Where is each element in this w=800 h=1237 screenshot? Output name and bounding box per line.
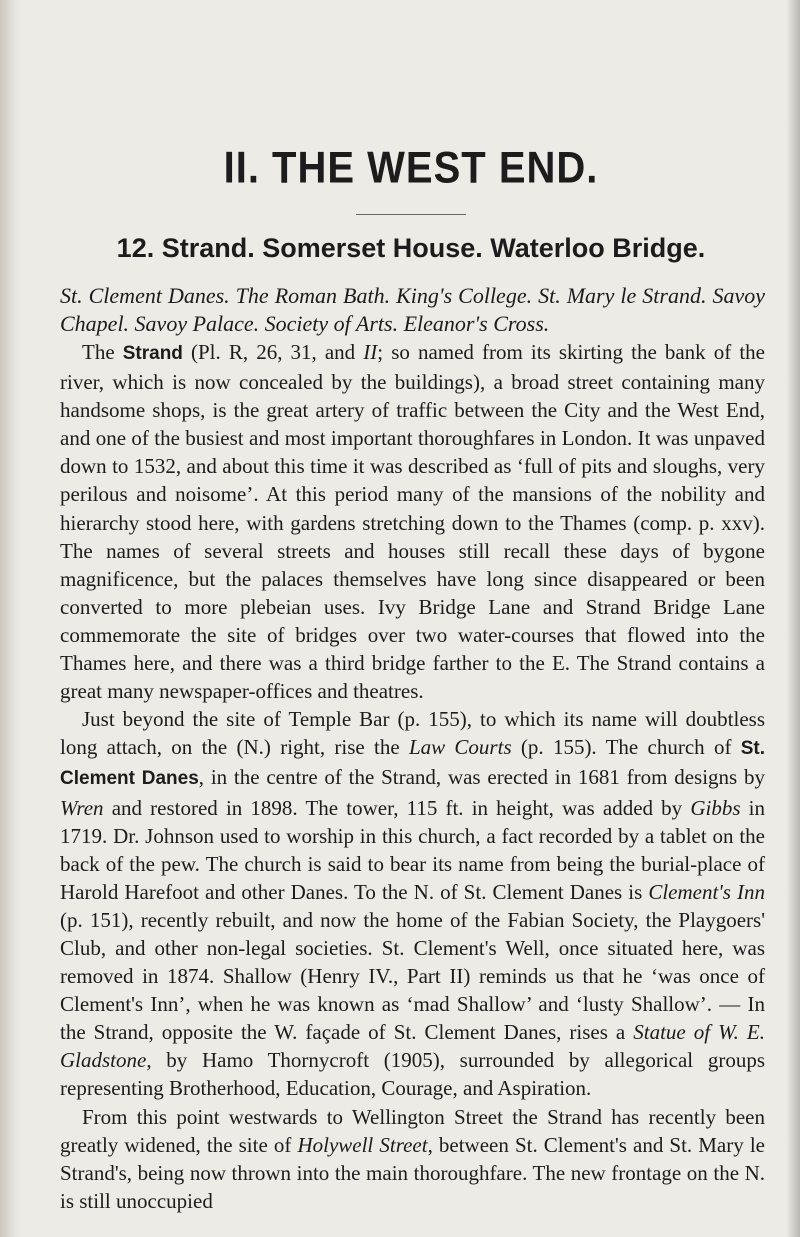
text-run: (p. 151), recently rebuilt, and now the home of the Fabian Society, the Playgoers' Club, and other non-legal societies. St. Clement's Well, once situated here, was removed in 1874. Shallow (Henry IV., Part II) reminds us that he ‘was once of Clement's Inn’, when he was known as ‘mad Shallow’ and ‘lusty Shallow’. — In the Strand, opposite the W. façade of St. Clement Danes, rises a bbox=[60, 907, 765, 1045]
chapter-title: II. THE WEST END. bbox=[223, 143, 599, 193]
text-run: and restored in 1898. The tower, 115 ft. in height, was added by bbox=[103, 795, 691, 820]
bold-term: St. Clement Danes bbox=[60, 738, 766, 790]
section-subheads: St. Clement Danes. The Roman Bath. King's College. St. Mary le Strand. Savoy Chapel. Savoy Palace. Society of Arts. Eleanor's Cross. bbox=[60, 283, 765, 336]
title-rule bbox=[356, 214, 466, 215]
italic-term: Holywell Street bbox=[297, 1132, 428, 1157]
paragraph bbox=[60, 1103, 765, 1215]
body-text bbox=[60, 338, 765, 1215]
italic-term: Gibbs bbox=[690, 795, 741, 820]
section-heading: 12. Strand. Somerset House. Waterloo Bridge. bbox=[116, 233, 706, 263]
text-run: , in the centre of the Strand, was erected in 1681 from designs by bbox=[198, 765, 765, 790]
text-run: , between St. Clement's and St. Mary le Strand's, being now thrown into the main thoroughfare. The new frontage on the N. is still unoccupied bbox=[60, 1132, 765, 1213]
italic-term: Clement's Inn bbox=[648, 879, 766, 904]
page-shadow-left bbox=[0, 0, 22, 1237]
italic-term: Wren bbox=[60, 795, 104, 820]
text-run: (Pl. R, 26, 31, and bbox=[182, 340, 364, 364]
text-run: Just beyond the site of Temple Bar (p. 155), to which its name will doubtless long attach, on the (N.) right, rise the bbox=[60, 707, 765, 760]
text-run: ; so named from its skirting the bank of the river, which is now concealed by the buildings), a broad street containing many handsome shops, is the great artery of traffic between the City and the West End, and one of the busiest and most important thoroughfares in London. It was unpaved down to 1532, and about this time it was described as ‘full of pits and sloughs, very perilous and noisome’. At this period many of the mansions of the nobility and hierarchy stood here, with gardens stretching down to the Thames (comp. p. xxv). The names of several streets and houses still recall these days of bygone magnificence, but the palaces themselves have long since disappeared or been converted to more plebeian uses. Ivy Bridge Lane and Strand Bridge Lane commemorate the site of bridges over two water-courses that flowed into the Thames here, and there was a third bridge farther to the E. The Strand contains a great many newspaper-offices and theatres. bbox=[60, 340, 765, 704]
text-run: in 1719. Dr. Johnson used to worship in this church, a fact recorded by a tablet on the back of the pew. The church is said to bear its name from being the burial-place of Harold Harefoot and other Danes. To the N. of St. Clement Danes is bbox=[60, 795, 765, 904]
italic-term: II bbox=[363, 340, 378, 364]
text-run: From this point westwards to Wellington Street the Strand has recently been greatly widened, the site of bbox=[60, 1104, 765, 1157]
italic-term: Law Courts bbox=[408, 735, 512, 760]
italic-term: Statue of W. E. Gladstone bbox=[60, 1020, 765, 1073]
paragraph bbox=[60, 705, 765, 1102]
text-run: (p. 155). The church of bbox=[511, 735, 741, 760]
paragraph bbox=[60, 338, 765, 705]
bold-term: Strand bbox=[122, 343, 183, 364]
text-run: , by Hamo Thornycroft (1905), surrounded by allegorical groups representing Brotherhood, Education, Courage, and Aspiration. bbox=[60, 1048, 765, 1101]
page-shadow-right bbox=[786, 0, 800, 1237]
text-run: The bbox=[82, 340, 123, 364]
